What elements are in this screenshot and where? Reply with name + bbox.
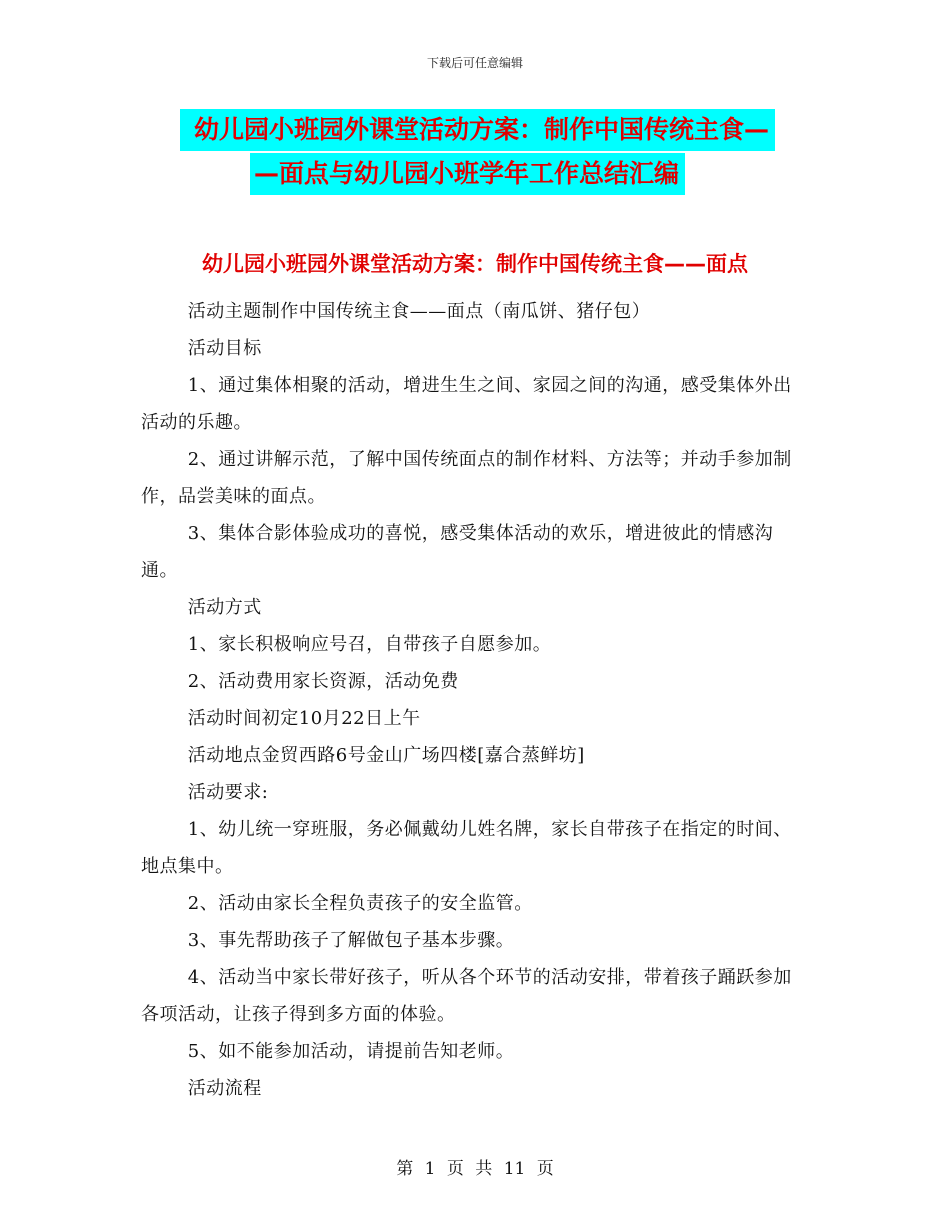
paragraph: 3、事先帮助孩子了解做包子基本步骤。	[187, 930, 515, 951]
paragraph: 5、如不能参加活动，请提前告知老师。	[187, 1041, 515, 1062]
paragraph: 活动地点金贸西路6号金山广场四楼[嘉合蒸鲜坊]	[187, 745, 585, 766]
section-title: 幼儿园小班园外课堂活动方案：制作中国传统主食——面点	[202, 252, 748, 276]
header-note: 下载后可任意编辑	[426, 56, 523, 70]
paragraph: 活动主题制作中国传统主食——面点（南瓜饼、猪仔包）	[187, 301, 651, 322]
document-title-line-2: —面点与幼儿园小班学年工作总结汇编	[250, 153, 685, 195]
document-body	[141, 293, 809, 1107]
paragraph: 2、通过讲解示范，了解中国传统面点的制作材料、方法等；并动手参加制作，品尝美味的面点。	[141, 449, 792, 507]
paragraph: 1、幼儿统一穿班服，务必佩戴幼儿姓名牌，家长自带孩子在指定的时间、地点集中。	[141, 819, 792, 877]
document-title-line-1: 幼儿园小班园外课堂活动方案：制作中国传统主食—	[180, 109, 775, 151]
paragraph: 1、家长积极响应号召，自带孩子自愿参加。	[187, 634, 552, 655]
paragraph: 活动目标	[187, 338, 262, 359]
paragraph: 活动要求:	[187, 782, 269, 803]
paragraph: 2、活动由家长全程负责孩子的安全监管。	[187, 893, 533, 914]
page-footer: 第 1 页 共 11 页	[396, 1159, 554, 1179]
paragraph: 活动方式	[187, 597, 262, 618]
paragraph: 活动时间初定10月22日上午	[187, 708, 421, 729]
paragraph: 3、集体合影体验成功的喜悦，感受集体活动的欢乐，增进彼此的情感沟通。	[141, 523, 774, 581]
paragraph: 2、活动费用家长资源，活动免费	[187, 671, 459, 692]
paragraph: 1、通过集体相聚的活动，增进生生之间、家园之间的沟通，感受集体外出活动的乐趣。	[141, 375, 792, 433]
document-title	[180, 108, 820, 196]
paragraph: 4、活动当中家长带好孩子，听从各个环节的活动安排，带着孩子踊跃参加各项活动，让孩子得到多方面的体验。	[141, 967, 792, 1025]
paragraph: 活动流程	[187, 1078, 262, 1099]
